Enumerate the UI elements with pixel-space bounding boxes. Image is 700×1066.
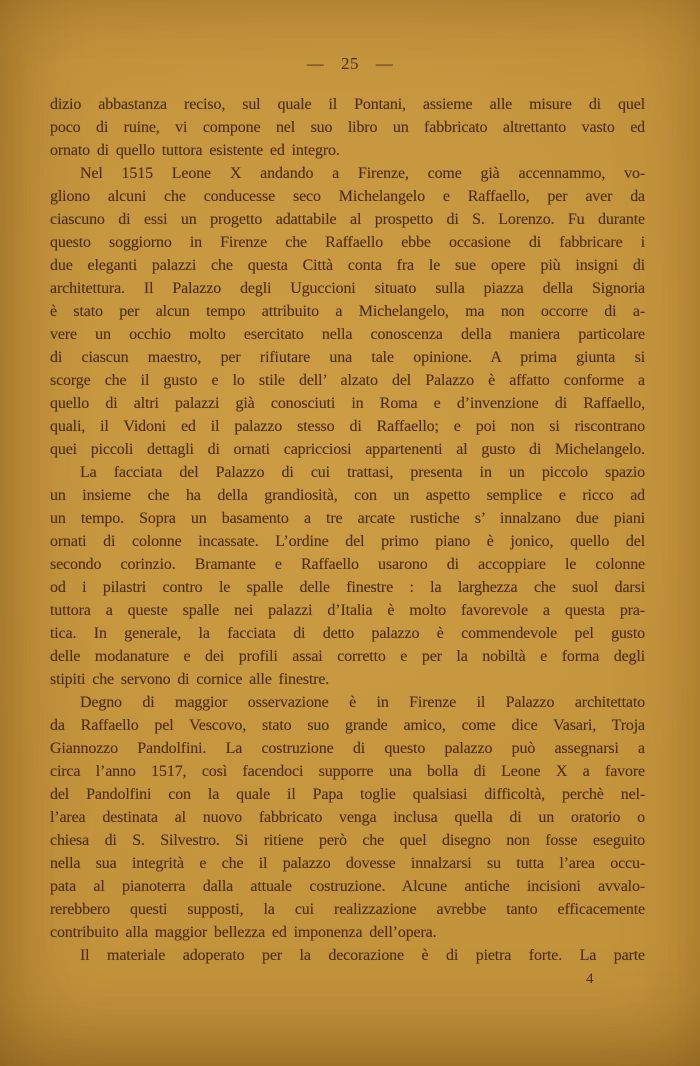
text-line: questo soggiorno in Firenze che Raffaello ebbe occasione di fabbricare i: [50, 234, 645, 251]
text-line: del Pandolfini con la quale il Papa toglie qualsiasi difficoltà, perchè nel-: [50, 786, 645, 803]
text-line: nella sua integrità e che il palazzo dovesse innalzarsi su tutta l’area occu-: [50, 855, 645, 872]
text-line: circa l’anno 1517, così facendoci supporre una bolla di Leone X a favore: [50, 763, 645, 780]
text-line: architettura. Il Palazzo degli Uguccioni situato sulla piazza della Signoria: [50, 280, 645, 297]
text-line: tuttora a queste spalle nei palazzi d’Italia è molto favorevole a questa pra-: [50, 602, 645, 619]
text-line: da Raffaello pel Vescovo, stato suo grande amico, come dice Vasari, Troja: [50, 717, 645, 734]
text-line: La facciata del Palazzo di cui trattasi, presenta in un piccolo spazio: [80, 464, 645, 481]
text-line: delle modanature e dei profili assai corretto e per la nobiltà e forma degli: [50, 648, 645, 665]
text-line: l’area destinata al nuovo fabbricato venga inclusa quella di un oratorio o: [50, 809, 645, 826]
text-line: vere un occhio molto esercitato nella conoscenza della maniera particolare: [50, 326, 645, 343]
text-line: quei piccoli dettagli di ornati capricciosi appartenenti al gusto di Michelangelo.: [50, 441, 645, 458]
body-text: [50, 93, 645, 967]
text-line: poco di ruine, vi compone nel suo libro un fabbricato altrettanto vasto ed: [50, 119, 645, 136]
text-line: secondo corinzio. Bramante e Raffaello usarono di accoppiare le colonne: [50, 556, 645, 573]
text-line: un insieme che ha della grandiosità, con un aspetto semplice e ricco ad: [50, 487, 645, 504]
text-line: Il materiale adoperato per la decorazione è di pietra forte. La parte: [80, 947, 645, 964]
text-line: Degno di maggior osservazione è in Firenze il Palazzo architettato: [80, 694, 645, 711]
text-line: quali, il Vidoni ed il palazzo stesso di Raffaello; e poi non si riscontrano: [50, 418, 645, 435]
text-line: chiesa di S. Silvestro. Si ritiene però che quel disegno non fosse eseguito: [50, 832, 645, 849]
text-line: stipiti che servono di cornice alle finestre.: [50, 671, 330, 688]
signature-mark: 4: [586, 971, 594, 987]
page-number-header: — 25 —: [306, 54, 394, 73]
text-line: gliono alcuni che conducesse seco Michelangelo e Raffaello, per aver da: [50, 188, 645, 205]
paragraph: [50, 93, 645, 162]
paragraph: [50, 162, 645, 461]
paragraph: [50, 461, 645, 691]
text-line: rerebbero questi supposti, la cui realizzazione avrebbe tanto efficacemente: [50, 901, 645, 918]
text-line: scorge che il gusto e lo stile dell’ alzato del Palazzo è affatto conforme a: [50, 372, 645, 389]
paragraph: [50, 691, 645, 944]
text-line: Giannozzo Pandolfini. La costruzione di questo palazzo può assegnarsi a: [50, 740, 645, 757]
text-line: un tempo. Sopra un basamento a tre arcate rustiche s’ innalzano due piani: [50, 510, 645, 527]
text-line: Nel 1515 Leone X andando a Firenze, come già accennammo, vo-: [80, 165, 645, 182]
text-line: due eleganti palazzi che questa Città conta fra le sue opere più insigni di: [50, 257, 645, 274]
text-line: ornato di quello tuttora esistente ed integro.: [50, 142, 340, 159]
text-line: quello di altri palazzi già conosciuti in Roma e d’invenzione di Raffaello,: [50, 395, 645, 412]
text-line: pata al pianoterra dalla attuale costruzione. Alcune antiche incisioni avvalo-: [50, 878, 645, 895]
text-line: ciascuno di essi un progetto adattabile al prospetto di S. Lorenzo. Fu durante: [50, 211, 645, 228]
text-line: od i pilastri contro le spalle delle finestre : la larghezza che suol darsi: [50, 579, 645, 596]
paragraph: [50, 944, 645, 967]
text-line: contribuito alla maggior bellezza ed imponenza dell’opera.: [50, 924, 437, 941]
text-line: di ciascun maestro, per rifiutare una tale opinione. A prima giunta si: [50, 349, 645, 366]
text-line: dizio abbastanza reciso, sul quale il Pontani, assieme alle misure di quel: [50, 96, 645, 113]
text-line: tica. In generale, la facciata di detto palazzo è commendevole pel gusto: [50, 625, 645, 642]
text-line: ornati di colonne incassate. L’ordine del primo piano è jonico, quello del: [50, 533, 645, 550]
text-line: è stato per alcun tempo attribuito a Michelangelo, ma non occorre di a-: [50, 303, 645, 320]
